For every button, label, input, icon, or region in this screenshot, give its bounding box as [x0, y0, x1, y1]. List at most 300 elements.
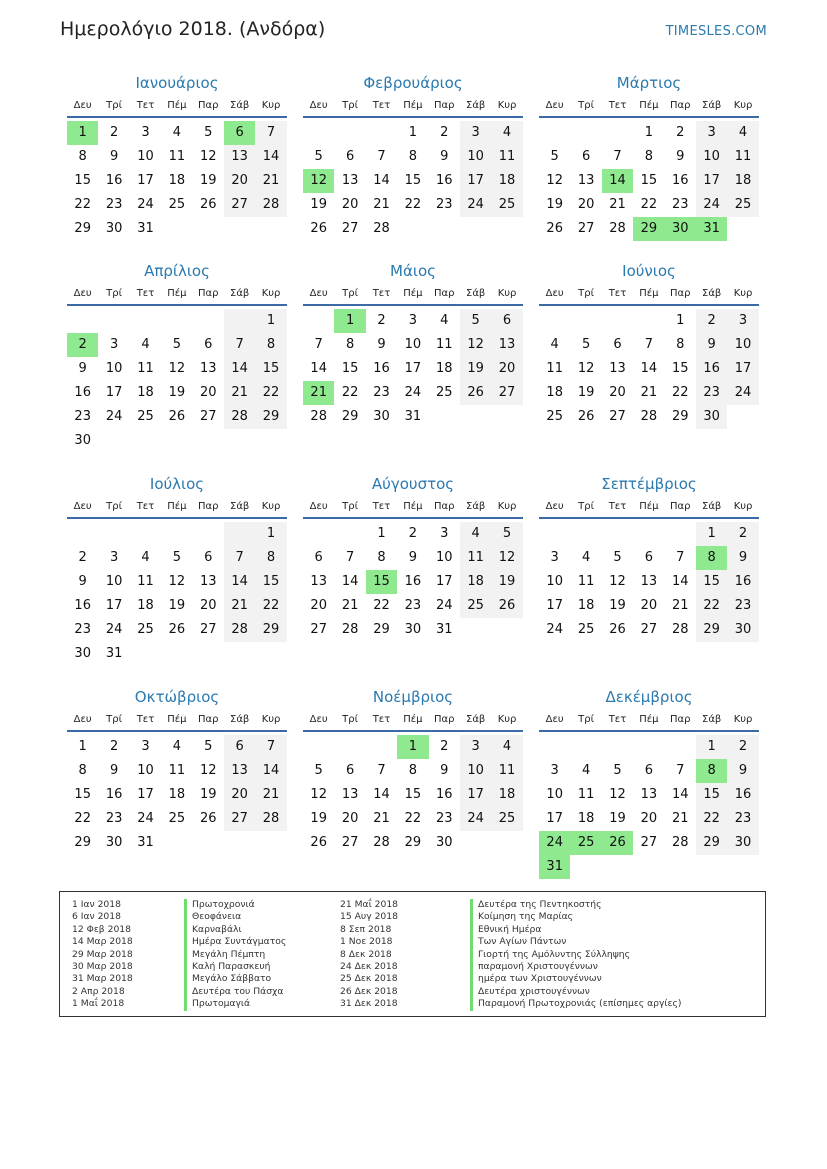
day-cell: 5 — [172, 550, 181, 565]
weekday-label: Πέμ — [167, 714, 187, 725]
day-cell: 29 — [74, 221, 91, 236]
day-cell: 24 — [460, 193, 491, 217]
day-cell: 15 — [255, 357, 286, 381]
day-cell: 3 — [141, 739, 150, 754]
month-block — [303, 260, 523, 429]
weekday-label: Πέμ — [403, 288, 423, 299]
day-cell: 19 — [310, 197, 327, 212]
month-block — [539, 473, 759, 642]
holiday-day-cell: 24 — [539, 831, 570, 855]
holiday-date: 8 Σεπ 2018 — [340, 923, 392, 935]
holiday-date: 24 Δεκ 2018 — [340, 961, 398, 973]
day-cell: 16 — [435, 787, 453, 802]
holiday-name: Κοίμηση της Μαρίας — [470, 911, 682, 923]
day-cell: 10 — [435, 550, 453, 565]
day-cell: 6 — [224, 735, 255, 759]
day-cell: 25 — [460, 594, 491, 618]
weekday-label: Πέμ — [403, 714, 423, 725]
day-cell: 31 — [105, 646, 123, 661]
day-cell: 25 — [137, 622, 154, 637]
day-cell: 20 — [224, 783, 255, 807]
month-block — [303, 473, 523, 642]
day-cell: 30 — [105, 221, 123, 236]
empty-cell — [161, 309, 192, 333]
holiday-day-cell: 6 — [224, 121, 255, 145]
weekday-label: Τρί — [106, 100, 122, 111]
day-cell: 26 — [168, 622, 186, 637]
weekday-label: Τετ — [372, 288, 391, 299]
day-cell: 8 — [644, 149, 653, 164]
day-cell: 7 — [255, 121, 286, 145]
weekday-label: Παρ — [198, 288, 219, 299]
weekday-label: Τρί — [578, 714, 594, 725]
empty-cell — [303, 309, 334, 333]
holiday-day-cell: 26 — [602, 831, 633, 855]
day-cell: 13 — [577, 173, 595, 188]
day-cell: 22 — [74, 197, 91, 212]
weekday-label: Πέμ — [403, 501, 423, 512]
day-cell: 5 — [460, 309, 491, 333]
empty-cell — [193, 522, 224, 546]
weekday-label: Τρί — [106, 714, 122, 725]
day-cell: 14 — [310, 361, 327, 376]
day-cell: 21 — [255, 783, 286, 807]
empty-cell — [602, 309, 633, 333]
day-cell: 29 — [671, 409, 689, 424]
day-cell: 25 — [491, 807, 522, 831]
day-grid — [67, 735, 287, 855]
day-cell: 21 — [609, 197, 626, 212]
weekday-label: Τετ — [372, 100, 391, 111]
day-cell: 4 — [172, 739, 181, 754]
holiday-name: παραμονή Χριστουγέννων — [470, 961, 682, 973]
day-cell: 16 — [373, 361, 390, 376]
day-cell: 15 — [74, 173, 91, 188]
day-cell: 29 — [74, 835, 91, 850]
month-title: Αύγουστος — [371, 475, 455, 493]
holiday-day-cell: 25 — [570, 831, 601, 855]
weekday-header — [303, 284, 523, 306]
day-cell: 3 — [727, 309, 758, 333]
empty-cell — [303, 121, 334, 145]
holiday-date: 2 Απρ 2018 — [72, 985, 125, 997]
day-cell: 12 — [577, 361, 595, 376]
day-cell: 4 — [491, 121, 522, 145]
month-title: Μάρτιος — [616, 74, 682, 92]
day-cell: 20 — [609, 385, 626, 400]
day-cell: 29 — [373, 622, 390, 637]
day-cell: 10 — [727, 333, 758, 357]
empty-cell — [539, 522, 570, 546]
weekday-label: Σάβ — [466, 714, 486, 725]
day-cell: 11 — [435, 337, 453, 352]
day-cell: 27 — [224, 807, 255, 831]
day-cell: 11 — [460, 546, 491, 570]
weekday-label: Δευ — [545, 501, 564, 512]
day-cell: 23 — [105, 197, 123, 212]
month-title: Ιούνιος — [622, 262, 676, 280]
day-cell: 9 — [109, 763, 119, 778]
day-cell: 8 — [78, 149, 87, 164]
weekday-label: Δευ — [73, 501, 92, 512]
holiday-date: 1 Νοε 2018 — [340, 936, 393, 948]
day-grid — [303, 522, 523, 642]
day-cell: 23 — [373, 385, 390, 400]
weekday-label: Σάβ — [702, 714, 722, 725]
empty-cell — [602, 735, 633, 759]
day-cell: 27 — [491, 381, 522, 405]
holiday-name: Καρναβάλι — [184, 924, 286, 936]
holiday-date: 21 Μαΐ 2018 — [340, 899, 399, 910]
holiday-name: Δευτέρα χριστουγέννων — [470, 986, 682, 998]
day-cell: 16 — [105, 787, 123, 802]
day-cell: 6 — [204, 337, 213, 352]
weekday-label: Τρί — [342, 288, 358, 299]
weekday-label: Παρ — [670, 714, 691, 725]
day-cell: 31 — [137, 221, 154, 236]
holiday-date: 15 Αυγ 2018 — [340, 911, 398, 923]
day-cell: 16 — [74, 385, 91, 400]
day-grid — [303, 121, 523, 241]
day-cell: 14 — [671, 787, 689, 802]
day-cell: 22 — [671, 385, 689, 400]
weekday-label: Παρ — [434, 501, 455, 512]
month-block — [539, 72, 759, 241]
day-cell: 21 — [671, 811, 689, 826]
day-cell: 31 — [404, 409, 422, 424]
day-cell: 20 — [224, 169, 255, 193]
weekday-label: Τετ — [372, 501, 391, 512]
holiday-name: Ημέρα Συντάγματος — [184, 936, 286, 948]
day-cell: 3 — [440, 526, 449, 541]
weekday-label: Πέμ — [639, 501, 659, 512]
holiday-names-col-1 — [184, 899, 286, 1011]
weekday-label: Κυρ — [261, 714, 281, 725]
weekday-label: Δευ — [73, 100, 92, 111]
weekday-label: Σάβ — [702, 288, 722, 299]
month-block — [539, 686, 759, 879]
day-cell: 23 — [727, 594, 758, 618]
empty-cell — [130, 522, 161, 546]
day-cell: 13 — [609, 361, 626, 376]
month-title: Νοέμβριος — [372, 688, 454, 706]
month-block — [67, 473, 287, 666]
day-cell: 9 — [696, 333, 727, 357]
empty-cell — [161, 522, 192, 546]
day-grid — [67, 121, 287, 241]
weekday-header — [303, 710, 523, 732]
holiday-date: 31 Μαρ 2018 — [72, 973, 133, 985]
weekday-label: Τετ — [136, 288, 155, 299]
brand-link[interactable]: TIMESLES.COM — [665, 24, 767, 39]
empty-cell — [633, 309, 664, 333]
day-cell: 30 — [74, 433, 91, 448]
day-cell: 21 — [341, 598, 359, 613]
day-cell: 18 — [727, 169, 758, 193]
day-cell: 17 — [460, 783, 491, 807]
weekday-label: Κυρ — [497, 501, 517, 512]
weekday-label: Παρ — [670, 100, 691, 111]
weekday-header — [67, 96, 287, 118]
day-cell: 8 — [255, 546, 286, 570]
weekday-label: Κυρ — [497, 288, 517, 299]
month-block — [67, 72, 287, 241]
day-cell: 24 — [696, 193, 727, 217]
day-cell: 22 — [255, 381, 286, 405]
day-cell: 29 — [255, 405, 286, 429]
holiday-name: Των Αγίων Πάντων — [470, 936, 682, 948]
day-cell: 2 — [109, 739, 119, 754]
day-cell: 6 — [345, 149, 355, 164]
day-cell: 24 — [546, 622, 563, 637]
day-cell: 12 — [168, 361, 186, 376]
day-cell: 6 — [581, 149, 591, 164]
empty-cell — [334, 522, 365, 546]
day-cell: 19 — [460, 357, 491, 381]
day-cell: 16 — [404, 574, 422, 589]
day-cell: 12 — [546, 173, 563, 188]
day-cell: 11 — [137, 361, 154, 376]
weekday-label: Σάβ — [702, 501, 722, 512]
weekday-label: Τετ — [136, 714, 155, 725]
day-cell: 13 — [224, 759, 255, 783]
day-cell: 16 — [671, 173, 689, 188]
weekday-label: Παρ — [434, 100, 455, 111]
day-cell: 27 — [199, 409, 217, 424]
day-cell: 18 — [137, 598, 154, 613]
day-cell: 10 — [105, 361, 123, 376]
day-cell: 17 — [435, 574, 453, 589]
day-cell: 30 — [74, 646, 91, 661]
day-cell: 18 — [168, 173, 186, 188]
day-cell: 19 — [168, 598, 186, 613]
day-cell: 17 — [105, 385, 123, 400]
day-cell: 9 — [78, 574, 87, 589]
month-block — [303, 72, 523, 241]
day-cell: 2 — [408, 526, 417, 541]
day-cell: 3 — [109, 337, 119, 352]
empty-cell — [665, 735, 696, 759]
day-cell: 13 — [341, 787, 359, 802]
day-cell: 10 — [546, 787, 563, 802]
day-cell: 5 — [613, 763, 622, 778]
day-cell: 2 — [440, 739, 449, 754]
day-cell: 24 — [404, 385, 422, 400]
day-cell: 11 — [491, 759, 522, 783]
day-cell: 9 — [109, 149, 119, 164]
holiday-name: ημέρα των Χριστουγέννων — [470, 973, 682, 985]
day-cell: 2 — [78, 550, 87, 565]
day-cell: 22 — [696, 594, 727, 618]
day-cell: 20 — [640, 598, 658, 613]
day-cell: 28 — [373, 221, 390, 236]
weekday-label: Κυρ — [261, 288, 281, 299]
day-cell: 8 — [377, 550, 386, 565]
day-cell: 23 — [696, 381, 727, 405]
day-cell: 21 — [224, 381, 255, 405]
weekday-label: Τετ — [136, 501, 155, 512]
weekday-label: Πέμ — [639, 714, 659, 725]
day-cell: 24 — [137, 811, 154, 826]
day-cell: 4 — [550, 337, 559, 352]
day-cell: 14 — [224, 357, 255, 381]
day-grid — [539, 522, 759, 642]
day-cell: 9 — [727, 759, 758, 783]
day-cell: 20 — [491, 357, 522, 381]
day-cell: 30 — [435, 835, 453, 850]
weekday-header — [539, 96, 759, 118]
weekday-label: Τρί — [342, 714, 358, 725]
day-cell: 11 — [168, 763, 186, 778]
holiday-day-cell: 1 — [397, 735, 428, 759]
day-cell: 9 — [408, 550, 417, 565]
day-cell: 29 — [404, 835, 422, 850]
empty-cell — [130, 309, 161, 333]
day-cell: 24 — [105, 409, 123, 424]
day-cell: 23 — [105, 811, 123, 826]
month-title: Ιούλιος — [149, 475, 205, 493]
day-cell: 4 — [727, 121, 758, 145]
empty-cell — [334, 121, 365, 145]
holiday-day-cell: 8 — [696, 759, 727, 783]
day-cell: 26 — [491, 594, 522, 618]
day-cell: 22 — [404, 811, 422, 826]
holiday-name: Μεγάλο Σάββατο — [184, 973, 286, 985]
day-cell: 25 — [727, 193, 758, 217]
holiday-name: Μεγάλη Πέμπτη — [184, 949, 286, 961]
day-cell: 1 — [676, 313, 685, 328]
day-cell: 4 — [460, 522, 491, 546]
day-cell: 13 — [341, 173, 359, 188]
day-cell: 19 — [199, 787, 217, 802]
day-cell: 23 — [727, 807, 758, 831]
day-cell: 23 — [404, 598, 422, 613]
holiday-day-cell: 12 — [303, 169, 334, 193]
weekday-label: Πέμ — [167, 100, 187, 111]
day-cell: 26 — [609, 622, 626, 637]
day-cell: 19 — [491, 570, 522, 594]
day-cell: 16 — [727, 783, 758, 807]
empty-cell — [570, 309, 601, 333]
day-cell: 27 — [341, 221, 359, 236]
month-block — [539, 260, 759, 429]
day-cell: 30 — [373, 409, 390, 424]
day-cell: 6 — [613, 337, 622, 352]
day-cell: 14 — [373, 173, 390, 188]
month-title: Σεπτέμβριος — [601, 475, 697, 493]
day-cell: 7 — [224, 333, 255, 357]
day-cell: 25 — [491, 193, 522, 217]
day-cell: 12 — [199, 763, 217, 778]
day-cell: 23 — [671, 197, 689, 212]
day-cell: 6 — [644, 550, 653, 565]
day-cell: 23 — [74, 622, 91, 637]
day-cell: 21 — [373, 811, 390, 826]
day-cell: 31 — [137, 835, 154, 850]
day-cell: 14 — [373, 787, 390, 802]
weekday-label: Πέμ — [403, 100, 423, 111]
day-cell: 15 — [404, 787, 422, 802]
day-cell: 27 — [310, 622, 327, 637]
day-cell: 6 — [314, 550, 323, 565]
day-cell: 19 — [609, 811, 626, 826]
day-cell: 1 — [696, 522, 727, 546]
weekday-label: Δευ — [545, 288, 564, 299]
weekday-label: Τρί — [578, 100, 594, 111]
empty-cell — [602, 121, 633, 145]
weekday-label: Τετ — [372, 714, 391, 725]
month-block — [67, 260, 287, 453]
day-cell: 15 — [640, 173, 658, 188]
day-cell: 28 — [224, 405, 255, 429]
day-cell: 1 — [78, 739, 87, 754]
day-cell: 6 — [491, 309, 522, 333]
day-cell: 12 — [609, 574, 626, 589]
day-cell: 26 — [460, 381, 491, 405]
day-cell: 21 — [224, 594, 255, 618]
day-cell: 12 — [199, 149, 217, 164]
day-cell: 24 — [727, 381, 758, 405]
day-cell: 1 — [377, 526, 386, 541]
day-cell: 19 — [199, 173, 217, 188]
day-cell: 7 — [676, 550, 685, 565]
page-title: Ημερολόγιο 2018. (Ανδόρα) — [60, 18, 326, 40]
weekday-label: Δευ — [73, 288, 92, 299]
day-cell: 30 — [105, 835, 123, 850]
day-cell: 5 — [613, 550, 622, 565]
day-cell: 4 — [141, 550, 150, 565]
day-cell: 11 — [577, 787, 595, 802]
day-cell: 23 — [435, 197, 453, 212]
weekday-header — [539, 497, 759, 519]
weekday-label: Τετ — [608, 288, 627, 299]
day-cell: 17 — [546, 811, 563, 826]
day-cell: 7 — [345, 550, 355, 565]
empty-cell — [224, 522, 255, 546]
day-cell: 21 — [671, 598, 689, 613]
day-cell: 26 — [577, 409, 595, 424]
day-cell: 4 — [440, 313, 449, 328]
day-cell: 17 — [105, 598, 123, 613]
day-cell: 28 — [671, 835, 689, 850]
day-cell: 10 — [105, 574, 123, 589]
day-cell: 7 — [314, 337, 323, 352]
day-cell: 11 — [546, 361, 563, 376]
day-cell: 27 — [640, 835, 658, 850]
weekday-label: Κυρ — [497, 100, 517, 111]
day-cell: 15 — [404, 173, 422, 188]
day-cell: 30 — [727, 618, 758, 642]
day-cell: 28 — [373, 835, 390, 850]
day-grid — [67, 522, 287, 666]
day-cell: 16 — [105, 173, 123, 188]
day-cell: 22 — [255, 594, 286, 618]
holiday-dates-col-1 — [72, 899, 133, 1011]
day-grid — [303, 309, 523, 429]
weekday-label: Παρ — [198, 100, 219, 111]
day-cell: 29 — [255, 618, 286, 642]
day-cell: 9 — [676, 149, 685, 164]
holiday-name: Εθνική Ημέρα — [470, 924, 682, 936]
day-cell: 22 — [373, 598, 390, 613]
empty-cell — [570, 121, 601, 145]
holiday-date: 29 Μαρ 2018 — [72, 948, 133, 960]
day-cell: 2 — [727, 735, 758, 759]
day-grid — [539, 121, 759, 241]
weekday-label: Σάβ — [466, 501, 486, 512]
holiday-day-cell: 31 — [539, 855, 570, 879]
day-cell: 5 — [204, 125, 213, 140]
